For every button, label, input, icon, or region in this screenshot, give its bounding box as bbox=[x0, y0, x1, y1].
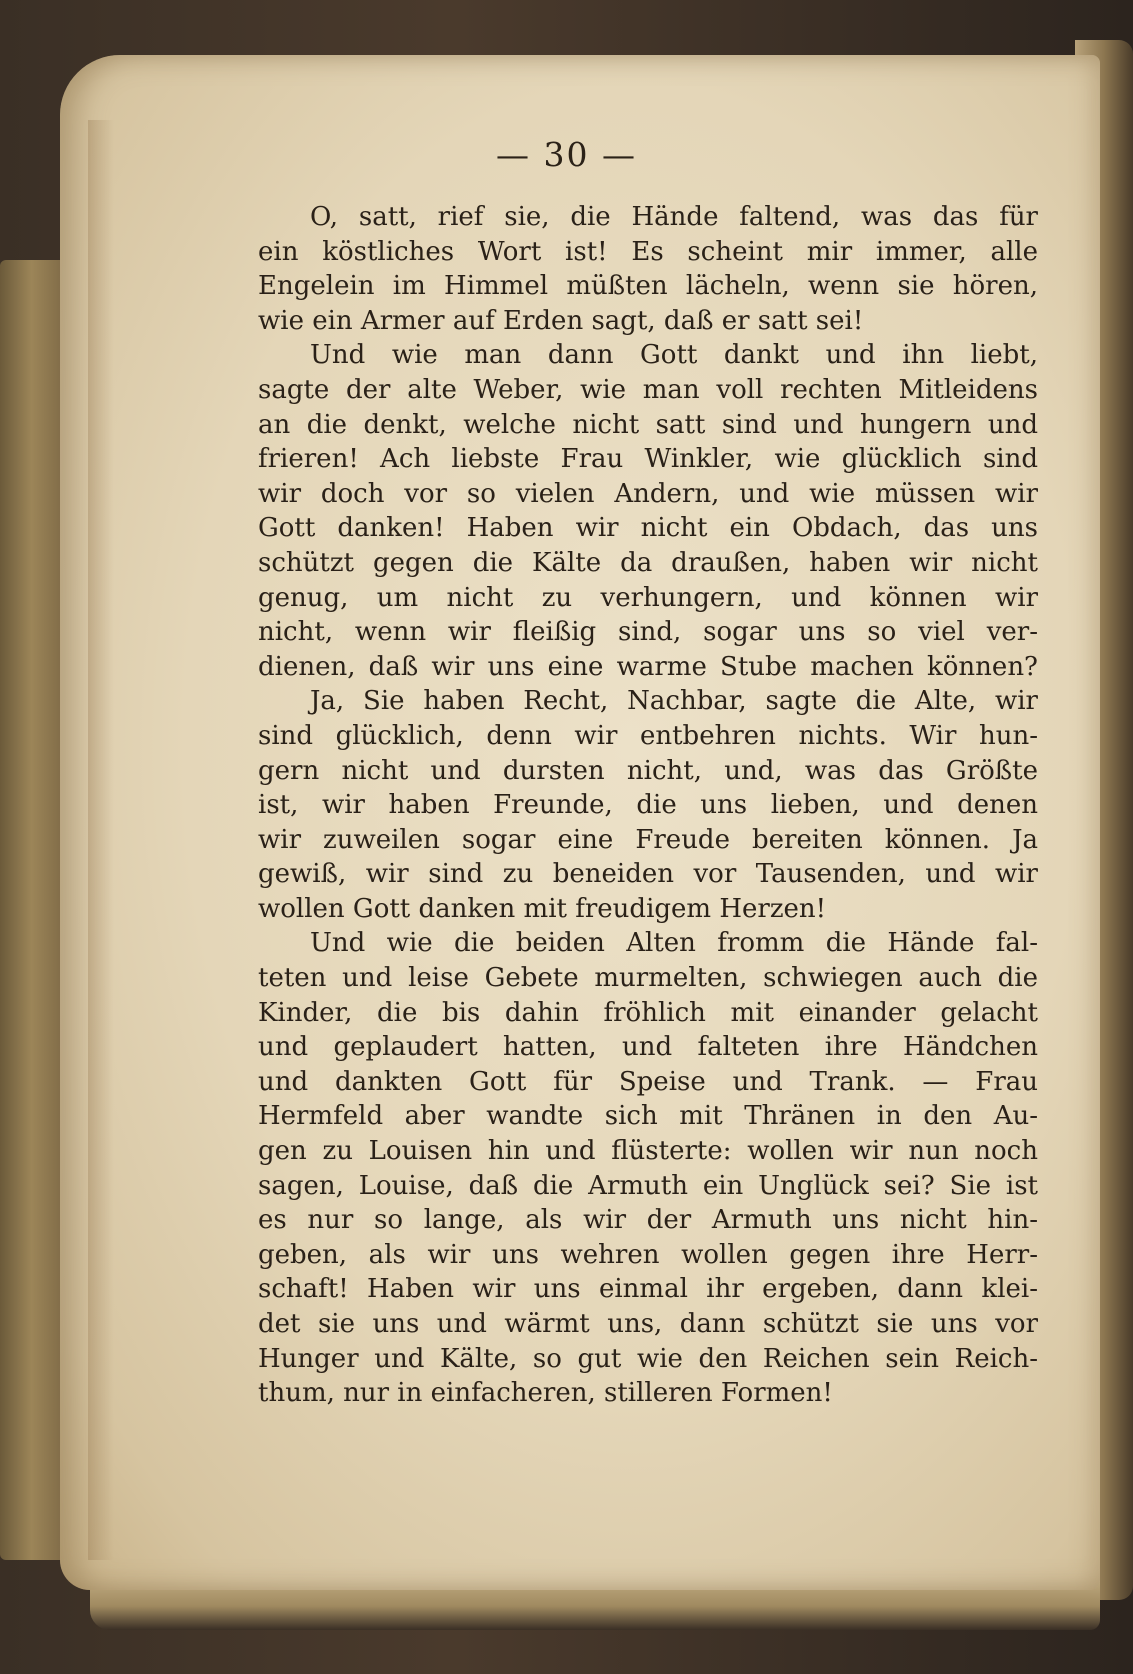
text-line: Ja, Sie haben Recht, Nachbar, sagte die Alte, wir bbox=[310, 686, 1038, 717]
text-line: ein köstliches Wort ist! Es scheint mir immer, alle bbox=[258, 236, 1038, 267]
body-text bbox=[258, 200, 1038, 1411]
text-line: sagte der alte Weber, wie man voll rechten Mitleidens bbox=[258, 374, 1038, 405]
text-line: an die denkt, welche nicht satt sind und hungern und bbox=[258, 409, 1038, 440]
text-line: schaft! Haben wir uns einmal ihr ergeben, dann klei- bbox=[258, 1274, 1038, 1305]
text-line: Kinder, die bis dahin fröhlich mit einander gelacht bbox=[258, 997, 1038, 1028]
text-line: und dankten Gott für Speise und Trank. — Frau bbox=[258, 1066, 1038, 1097]
text-line: Und wie man dann Gott dankt und ihn liebt, bbox=[310, 340, 1038, 371]
text-line: thum, nur in einfacheren, stilleren Formen! bbox=[258, 1378, 833, 1409]
text-line: teten und leise Gebete murmelten, schwiegen auch die bbox=[258, 963, 1038, 994]
text-line: Gott danken! Haben wir nicht ein Obdach, das uns bbox=[258, 513, 1038, 544]
text-line: es nur so lange, als wir der Armuth uns nicht hin- bbox=[258, 1205, 1038, 1236]
text-line: genug, um nicht zu verhungern, und können wir bbox=[258, 582, 1038, 613]
text-line: Hermfeld aber wandte sich mit Thränen in den Au- bbox=[258, 1101, 1038, 1132]
text-line: sagen, Louise, daß die Armuth ein Unglück sei? Sie ist bbox=[258, 1170, 1038, 1201]
text-line: gen zu Louisen hin und flüsterte: wollen wir nun noch bbox=[258, 1136, 1038, 1167]
text-line: wir doch vor so vielen Andern, und wie müssen wir bbox=[258, 478, 1038, 509]
text-line: und geplaudert hatten, und falteten ihre Händchen bbox=[258, 1032, 1038, 1063]
text-line: schützt gegen die Kälte da draußen, haben wir nicht bbox=[258, 547, 1038, 578]
text-line: Engelein im Himmel müßten lächeln, wenn sie hören, bbox=[258, 271, 1038, 302]
text-line: ist, wir haben Freunde, die uns lieben, und denen bbox=[258, 790, 1038, 821]
text-line: O, satt, rief sie, die Hände faltend, was das für bbox=[310, 202, 1038, 232]
text-line: sind glücklich, denn wir entbehren nichts. Wir hun- bbox=[258, 720, 1038, 751]
text-line: wie ein Armer auf Erden sagt, daß er satt sei! bbox=[258, 305, 864, 336]
text-line: geben, als wir uns wehren wollen gegen ihre Herr- bbox=[258, 1239, 1038, 1270]
text-line: gern nicht und dursten nicht, und, was das Größte bbox=[258, 755, 1038, 786]
text-line: wollen Gott danken mit freudigem Herzen! bbox=[258, 893, 827, 924]
page-gutter bbox=[88, 120, 114, 1560]
page-number: — 30 — bbox=[496, 135, 637, 174]
text-line: frieren! Ach liebste Frau Winkler, wie glücklich sind bbox=[258, 444, 1038, 475]
text-line: Und wie die beiden Alten fromm die Hände fal- bbox=[310, 928, 1038, 959]
text-line: gewiß, wir sind zu beneiden vor Tausenden, und wir bbox=[258, 859, 1038, 890]
text-line: Hunger und Kälte, so gut wie den Reichen sein Reich- bbox=[258, 1343, 1038, 1374]
text-line: det sie uns und wärmt uns, dann schützt sie uns vor bbox=[258, 1309, 1038, 1339]
text-line: wir zuweilen sogar eine Freude bereiten können. Ja bbox=[258, 824, 1038, 855]
text-line: nicht, wenn wir fleißig sind, sogar uns so viel ver- bbox=[258, 617, 1038, 648]
text-line: dienen, daß wir uns eine warme Stube machen können? bbox=[258, 651, 1038, 682]
